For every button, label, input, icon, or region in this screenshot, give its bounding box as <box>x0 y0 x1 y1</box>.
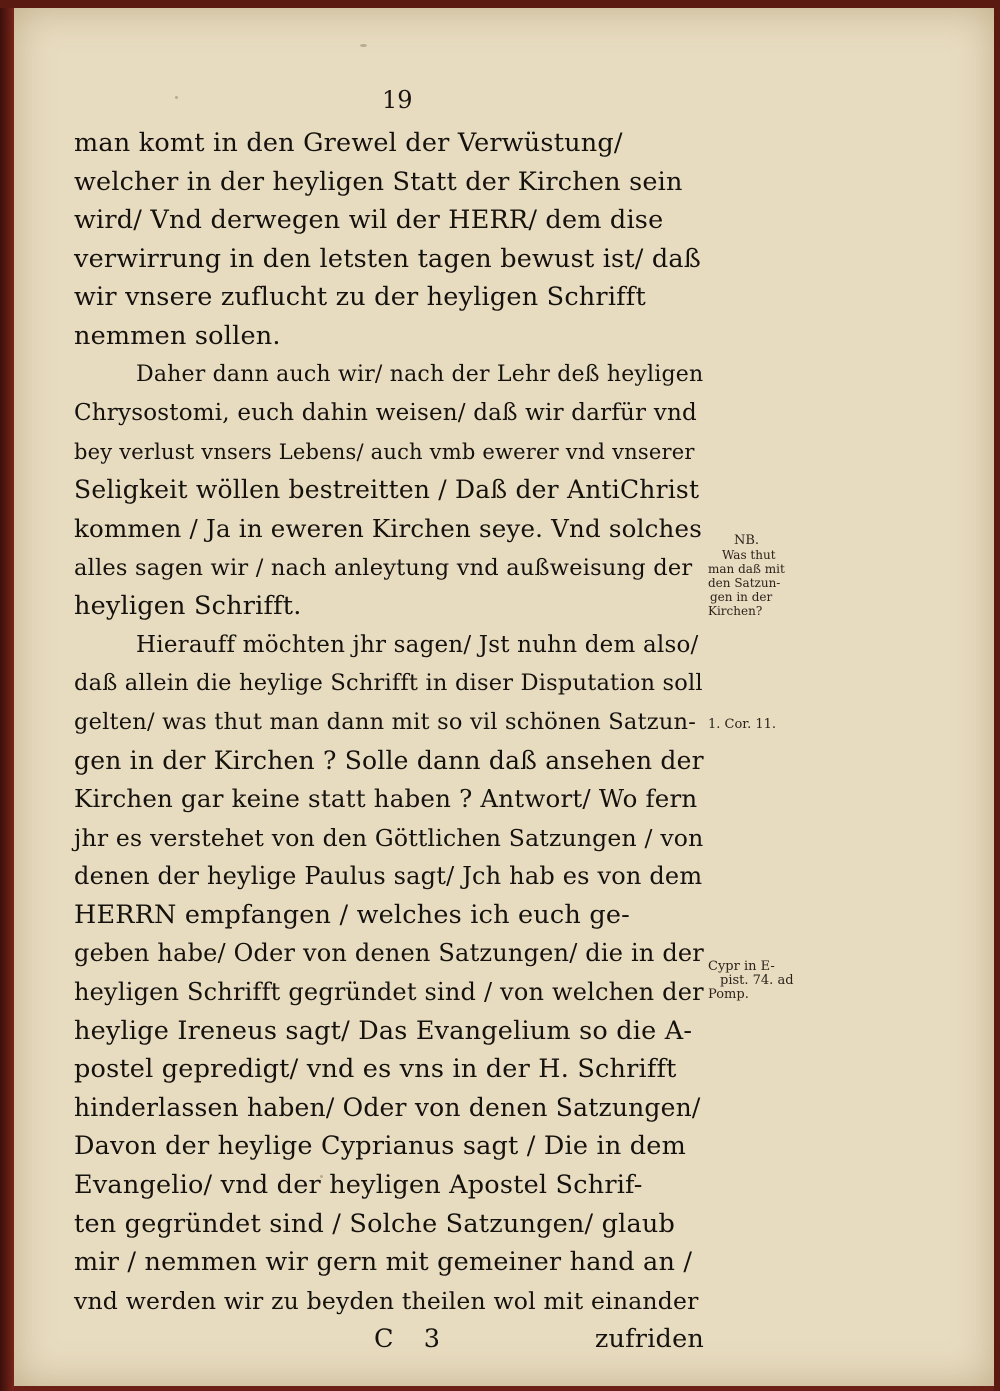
margin-note-cypr <box>708 960 796 1002</box>
text-line: wir vnsere zuflucht zu der heyligen Schrifft <box>74 282 646 313</box>
margin-note-line: 1. Cor. 11. <box>708 717 777 732</box>
text-line: welcher in der heyligen Statt der Kirchen sein <box>74 166 683 197</box>
margin-note-line: man daß mit <box>708 562 785 576</box>
text-line: geben habe/ Oder von denen Satzungen/ die in der <box>74 939 704 968</box>
text-line: bey verlust vnsers Lebens/ auch vmb ewerer vnd vnserer <box>74 439 695 464</box>
text-line: denen der heylige Paulus sagt/ Jch hab es von dem <box>74 862 703 891</box>
signature-mark: C <box>374 1324 394 1355</box>
text-line: mir / nemmen wir gern mit gemeiner hand an / <box>74 1247 693 1278</box>
text-line: vnd werden wir zu beyden theilen wol mit einander <box>74 1286 699 1315</box>
text-line: nemmen sollen. <box>74 320 281 351</box>
text-line: heyligen Schrifft gegründet sind / von welchen der <box>74 978 704 1007</box>
text-line: verwirrung in den letsten tagen bewust ist/ daß <box>74 243 702 274</box>
book-edge-top <box>0 0 1000 8</box>
catchline-row <box>74 1320 704 1359</box>
text-line: alles sagen wir / nach anleytung vnd außweisung der <box>74 554 693 581</box>
margin-note-line: Kirchen? <box>708 604 763 618</box>
margin-note-cor <box>708 718 796 732</box>
paragraph-start-line: Hierauff möchten jhr sagen/ Jst nuhn dem also/ <box>136 631 699 658</box>
margin-note-nb <box>708 534 796 618</box>
text-line: kommen / Ja in eweren Kirchen seye. Vnd solches <box>74 513 703 543</box>
margin-note-line: den Satzun- <box>708 576 781 590</box>
text-line: jhr es verstehet von den Göttlichen Satzungen / von <box>74 823 704 852</box>
text-line: man komt in den Grewel der Verwüstung/ <box>74 128 623 158</box>
margin-note-line: Pomp. <box>708 987 749 1002</box>
margin-note-line: NB. <box>734 533 760 548</box>
margin-note-line: Cypr in E- <box>708 959 775 974</box>
paragraph-start-line: Daher dann auch wir/ nach der Lehr deß heyligen <box>136 361 704 387</box>
paper-speck <box>175 96 178 99</box>
text-line: postel gepredigt/ vnd es vns in der H. Schrifft <box>74 1054 677 1085</box>
text-line: ten gegründet sind / Solche Satzungen/ glaub <box>74 1208 676 1239</box>
book-edge-left <box>0 0 14 1391</box>
text-line: daß allein die heylige Schrifft in diser Disputation soll <box>74 670 703 697</box>
text-line: Evangelio/ vnd der heyligen Apostel Schrif- <box>74 1170 643 1201</box>
page-number: 19 <box>382 86 413 114</box>
text-line: gen in der Kirchen ? Solle dann daß ansehen der <box>74 745 704 775</box>
text-line: HERRN empfangen / welches ich euch ge- <box>74 899 630 930</box>
catchword: zufriden <box>594 1324 704 1355</box>
margin-note-line: gen in der <box>710 590 773 604</box>
text-line: heyligen Schrifft. <box>74 591 302 622</box>
book-edge-right <box>994 0 1000 1391</box>
text-line: heylige Ireneus sagt/ Das Evangelium so die A- <box>74 1015 693 1046</box>
text-line: Seligkeit wöllen bestreitten / Daß der AntiChrist <box>74 475 700 505</box>
text-line: hinderlassen haben/ Oder von denen Satzungen/ <box>74 1092 701 1122</box>
text-line: gelten/ was thut man dann mit so vil schönen Satzun- <box>74 708 696 735</box>
margin-note-line: pist. 74. ad <box>720 973 794 988</box>
margin-note-line: Was thut <box>722 548 776 562</box>
main-text-block <box>74 124 704 1359</box>
text-line: wird/ Vnd derwegen wil der HERR/ dem dise <box>74 205 664 236</box>
signature-number: 3 <box>423 1324 441 1355</box>
text-line: Kirchen gar keine statt haben ? Antwort/ Wo fern <box>74 784 698 814</box>
text-line: Chrysostomi, euch dahin weisen/ daß wir darfür vnd <box>74 400 697 427</box>
text-line: Davon der heylige Cyprianus sagt / Die in dem <box>74 1131 686 1162</box>
paper-speck <box>360 44 367 47</box>
